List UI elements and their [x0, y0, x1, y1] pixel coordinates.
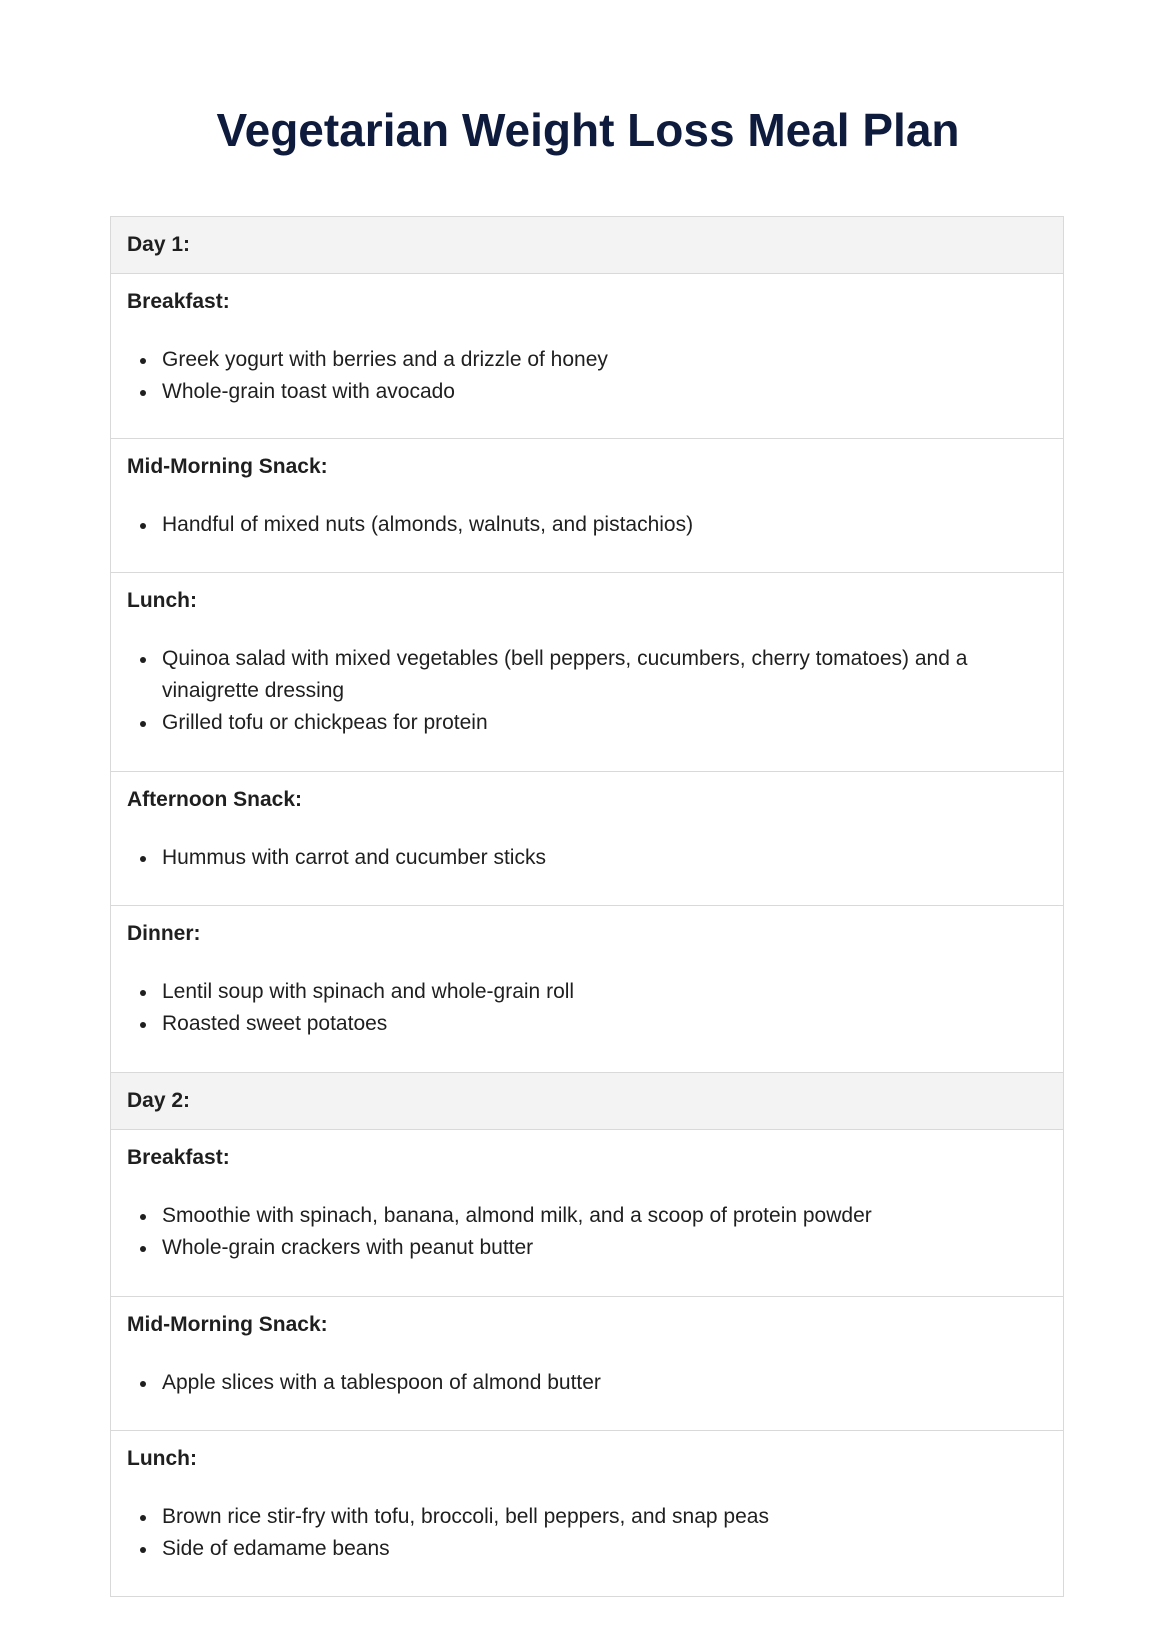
meal-section-mid-morning-snack: [111, 439, 1063, 573]
list-item: Roasted sweet potatoes: [162, 1008, 1047, 1040]
list-item: Whole-grain crackers with peanut butter: [162, 1232, 1047, 1264]
meal-section-afternoon-snack: [111, 772, 1063, 906]
meal-title: Breakfast:: [127, 290, 230, 313]
list-item: Greek yogurt with berries and a drizzle of honey: [162, 344, 1047, 376]
list-item: Lentil soup with spinach and whole-grain roll: [162, 976, 1047, 1008]
meal-section-breakfast: [111, 1130, 1063, 1297]
meal-items: [127, 976, 1047, 1040]
meal-title: Afternoon Snack:: [127, 788, 303, 811]
meal-title: Dinner:: [127, 922, 201, 945]
meal-section-breakfast: [111, 274, 1063, 439]
meal-section-lunch: [111, 573, 1063, 772]
meal-plan-table: [110, 216, 1064, 1597]
list-item: Hummus with carrot and cucumber sticks: [162, 842, 1047, 874]
meal-items: [127, 1200, 1047, 1264]
meal-items: [127, 1367, 1047, 1399]
meal-title: Mid-Morning Snack:: [127, 455, 328, 478]
page-title: Vegetarian Weight Loss Meal Plan: [216, 104, 960, 156]
list-item: Whole-grain toast with avocado: [162, 376, 1047, 408]
meal-title: Lunch:: [127, 1447, 197, 1470]
list-item: Handful of mixed nuts (almonds, walnuts, and pistachios): [162, 509, 1047, 541]
meal-items: [127, 842, 1047, 874]
meal-title: Mid-Morning Snack:: [127, 1313, 328, 1336]
meal-items: [127, 1501, 1047, 1565]
list-item: Quinoa salad with mixed vegetables (bell peppers, cucumbers, cherry tomatoes) and a vinaigrette dressing: [162, 643, 1047, 707]
meal-title: Breakfast:: [127, 1146, 230, 1169]
meal-section-lunch: [111, 1431, 1063, 1596]
list-item: Side of edamame beans: [162, 1533, 1047, 1565]
list-item: Brown rice stir-fry with tofu, broccoli, bell peppers, and snap peas: [162, 1501, 1047, 1533]
meal-section-dinner: [111, 906, 1063, 1073]
meal-items: [127, 509, 1047, 541]
meal-items: [127, 643, 1047, 739]
day-header: Day 2:: [111, 1073, 1063, 1130]
list-item: Apple slices with a tablespoon of almond butter: [162, 1367, 1047, 1399]
list-item: Smoothie with spinach, banana, almond milk, and a scoop of protein powder: [162, 1200, 1047, 1232]
list-item: Grilled tofu or chickpeas for protein: [162, 707, 1047, 739]
meal-section-mid-morning-snack: [111, 1297, 1063, 1431]
day-header: Day 1:: [111, 217, 1063, 274]
meal-title: Lunch:: [127, 589, 197, 612]
meal-items: [127, 344, 1047, 408]
